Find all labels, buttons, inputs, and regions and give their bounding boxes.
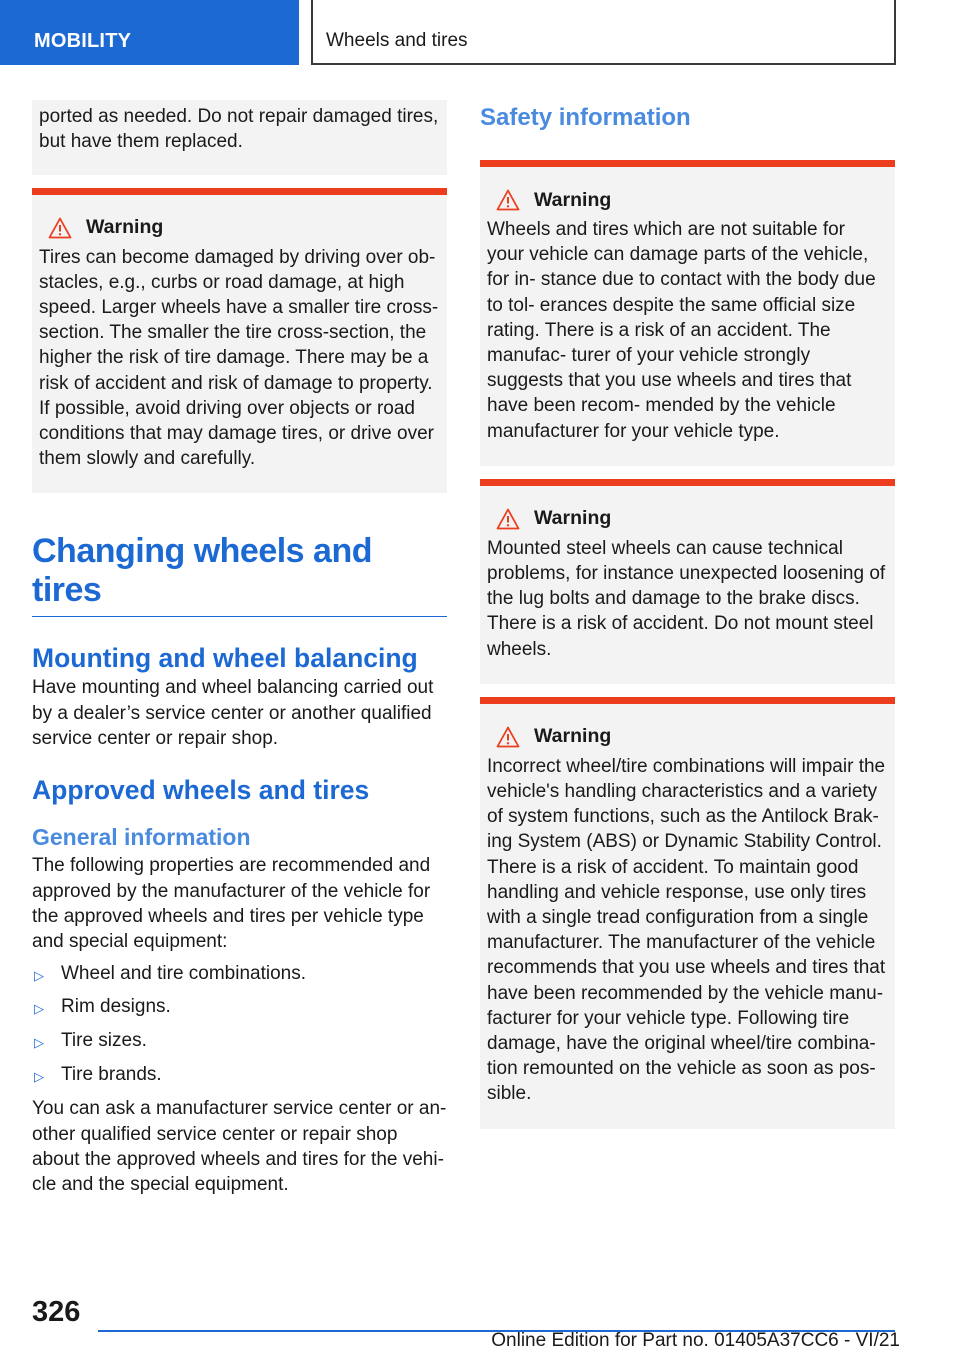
- warning-header: [39, 213, 439, 243]
- warning-text: Mounted steel wheels can cause technical problems, for instance unexpected loosening of the lug bolts and damage to the brake discs. There is a risk of accident. Do not mount steel wheels.: [487, 537, 886, 660]
- closing-paragraph: You can ask a manufacturer service center or an‐ other qualified service center or repair shop about the approved wheels and tires for the vehi‐ cle and the special equipment.: [32, 1098, 447, 1196]
- heading-changing-wheels: Changing wheels and tires: [32, 506, 447, 617]
- left-column: [32, 100, 447, 1198]
- general-paragraph: The following properties are recommended and approved by the manufacturer of the vehicle for the approved wheels and tires per vehicle type and special equipment:: [32, 855, 431, 953]
- right-column: [480, 100, 895, 1142]
- warning-triangle-icon: [496, 189, 520, 211]
- heading-approved-wheels: Approved wheels and tires: [32, 775, 370, 806]
- warning-triangle-icon: [496, 726, 520, 748]
- warning-title: Warning: [86, 216, 164, 239]
- warning-header: [487, 504, 887, 534]
- header-chapter-label: Wheels and tires: [326, 30, 468, 51]
- header-section-tab: [0, 0, 299, 65]
- warning-header: [487, 185, 887, 215]
- properties-list: [32, 961, 447, 1090]
- heading-mounting: Mounting and wheel balancing: [32, 643, 418, 674]
- warning-triangle-icon: [48, 217, 72, 239]
- warning-title: Warning: [534, 725, 612, 748]
- heading-general-information: General information: [32, 824, 251, 851]
- warning-box-tire-damage: [32, 188, 447, 494]
- warning-title: Warning: [534, 188, 612, 211]
- heading-safety-information: Safety information: [480, 104, 691, 131]
- triangle-bullet-icon: ▷: [34, 1035, 44, 1051]
- warning-text: Wheels and tires which are not suitable for your vehicle can damage parts of the vehicle, for in‐ stance due to contact with the body due to tol‐ erances despite the same official size rating. There is a risk of an accident. The manufac‐ turer of your vehicle strongly suggests that you use wheels and tires that have been recom‐ mended by the vehicle manufacturer for your vehicle type.: [487, 219, 876, 442]
- warning-title: Warning: [534, 507, 612, 530]
- continued-warning-text: ported as needed. Do not repair damaged tires, but have them replaced.: [39, 106, 439, 153]
- list-item: ▷ Tire brands.: [32, 1062, 447, 1089]
- triangle-bullet-icon: ▷: [34, 967, 44, 983]
- mounting-paragraph: Have mounting and wheel balancing carried out by a dealer’s service center or another qualified service center or repair shop.: [32, 677, 434, 750]
- continued-warning-box: [32, 100, 447, 175]
- warning-text: Tires can become damaged by driving over ob‐ stacles, e.g., curbs or road damage, at high speed. Larger wheels have a smaller tire cross‐ section. The smaller the tire cross-section, the higher the risk of tire damage. There may be a risk of accident and risk of damage to property. If possible, avoid driving over objects or road conditions that may damage tires, or drive over them slowly and carefully.: [39, 246, 439, 470]
- list-item: ▷ Tire sizes.: [32, 1028, 447, 1055]
- warning-box-steel-wheels: [480, 479, 895, 684]
- header-chapter-tab: [311, 0, 896, 65]
- list-item: ▷ Wheel and tire combinations.: [32, 961, 447, 988]
- header-section-label: MOBILITY: [34, 30, 132, 52]
- list-item: ▷ Rim designs.: [32, 994, 447, 1021]
- page-number: 326: [32, 1296, 81, 1328]
- triangle-bullet-icon: ▷: [34, 1001, 44, 1017]
- warning-box-unsuitable-wheels: [480, 160, 895, 466]
- warning-box-wheel-tire-combinations: [480, 697, 895, 1129]
- warning-header: [487, 722, 887, 752]
- warning-triangle-icon: [496, 508, 520, 530]
- triangle-bullet-icon: ▷: [34, 1069, 44, 1085]
- footer-edition: Online Edition for Part no. 01405A37CC6 - VI/21: [491, 1330, 900, 1351]
- warning-text: Incorrect wheel/tire combinations will impair the vehicle's handling characteristics and a variety of system functions, such as the Antilock Brak‐ ing System (ABS) or Dynamic Stability Control. There is a risk of accident. To maintain good handling and vehicle response, use only tires with a single tread configuration from a single manufacturer. The manufacturer of the vehicle recommends that you use wheels and tires that have been recommended by the vehicle manu‐ facturer for your vehicle type. Following tire damage, have the original wheel/tire combina‐ tion remounted on the vehicle as soon as pos‐ sible.: [487, 755, 886, 1105]
